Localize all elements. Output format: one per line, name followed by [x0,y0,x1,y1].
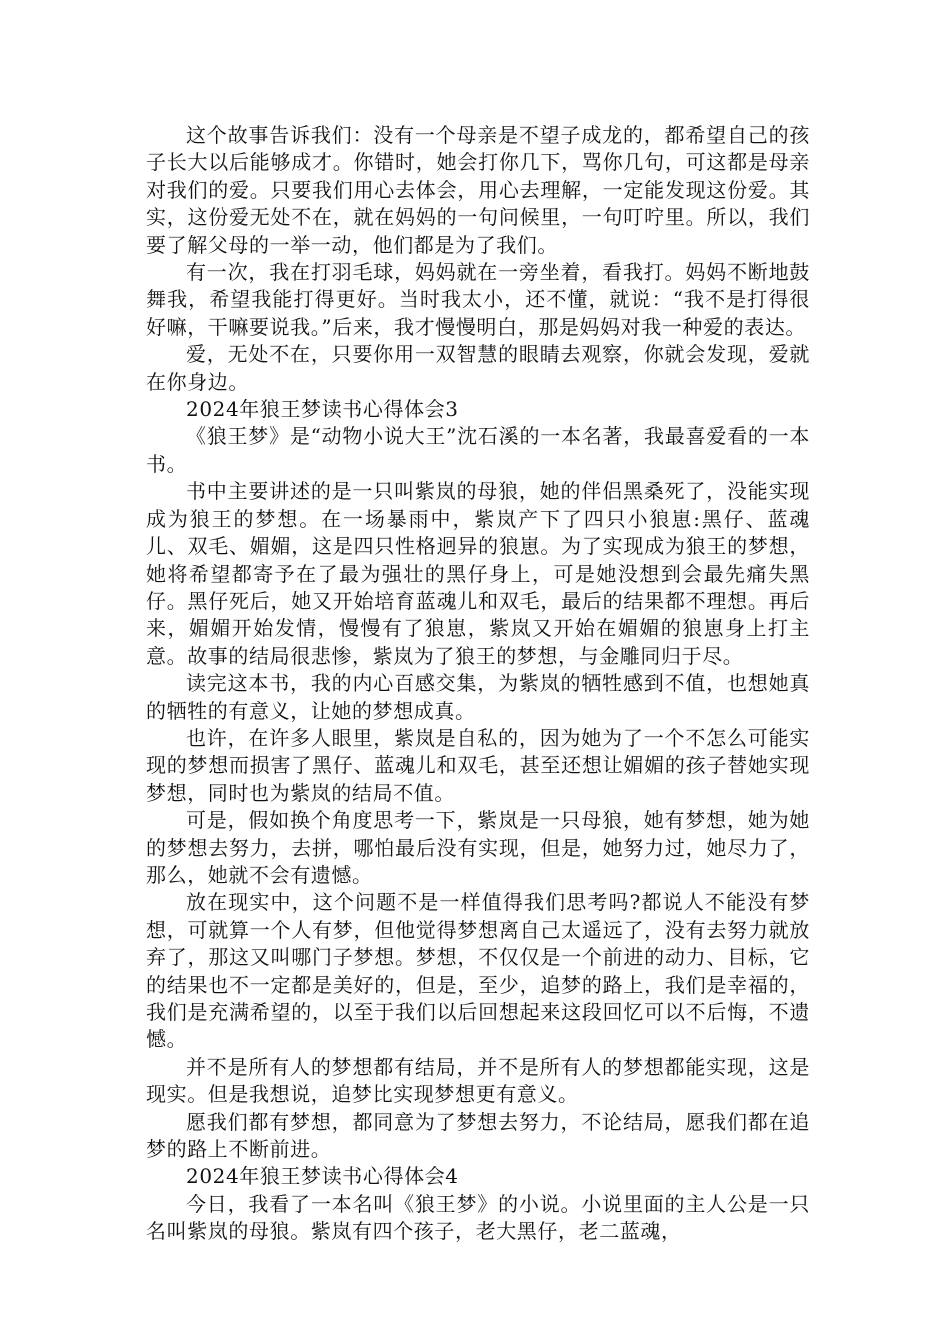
paragraph-essay4-intro: 今日，我看了一本名叫《狼王梦》的小说。小说里面的主人公是一只名叫紫岚的母狼。紫岚有四个孩子，老大黑仔，老二蓝魂， [146,1191,810,1244]
paragraph-badminton-story: 有一次，我在打羽毛球，妈妈就在一旁坐着，看我打。妈妈不断地鼓舞我，希望我能打得更好。当时我太小，还不懂，就说：“我不是打得很好嘛，干嘛要说我。”后来，我才慢慢明白，那是妈妈对我一种爱的表达。 [146,260,810,339]
paragraph-love-everywhere: 爱，无处不在，只要你用一双智慧的眼睛去观察，你就会发现，爱就在你身边。 [146,342,810,394]
document-body [146,122,810,1246]
paragraph-reaction: 读完这本书，我的内心百感交集，为紫岚的牺牲感到不值，也想她真的牺牲的有意义，让她的梦想成真。 [146,671,810,723]
paragraph-selfish-view: 也许，在许多人眼里，紫岚是自私的，因为她为了一个不怎么可能实现的梦想而损害了黑仔、蓝魂儿和双毛，甚至还想让媚媚的孩子替她实现梦想，同时也为紫岚的结局不值。 [146,725,810,805]
section-heading-3: 2024年狼王梦读书心得体会3 [186,397,459,422]
paragraph-closing-wish: 愿我们都有梦想，都同意为了梦想去努力，不论结局，愿我们都在追梦的路上不断前进。 [146,1109,810,1162]
section-heading-4: 2024年狼王梦读书心得体会4 [186,1164,459,1189]
paragraph-chasing-dreams: 并不是所有人的梦想都有结局，并不是所有人的梦想都能实现，这是现实。但是我想说，追梦比实现梦想更有意义。 [146,1054,810,1107]
paragraph-other-angle: 可是，假如换个角度思考一下，紫岚是一只母狼，她有梦想，她为她的梦想去努力，去拼，哪怕最后没有实现，但是，她努力过，她尽力了，那么，她就不会有遗憾。 [146,808,810,887]
paragraph-book-intro: 《狼王梦》是“动物小说大王”沈石溪的一本名著，我最喜爱看的一本书。 [146,424,810,476]
paragraph-dreams-reality: 放在现实中，这个问题不是一样值得我们思考吗?都说人不能没有梦想，可就算一个人有梦，但他觉得梦想离自己太遥远了，没有去努力就放弃了，那这又叫哪门子梦想。梦想，不仅仅是一个前进的动力、目标，它的结果也不一定都是美好的，但是，至少，追梦的路上，我们是幸福的，我们是充满希望的，以至于我们以后回想起来这段回忆可以不后悔，不遗憾。 [146,890,810,1052]
paragraph-mothers-love-lesson: 这个故事告诉我们：没有一个母亲是不望子成龙的，都希望自己的孩子长大以后能够成才。你错时，她会打你几下，骂你几句，可这都是母亲对我们的爱。只要我们用心去体会，用心去理解，一定能发现这份爱。其实，这份爱无处不在，就在妈妈的一句问候里，一句叮咛里。所以，我们要了解父母的一举一动，他们都是为了我们。 [146,123,810,257]
paragraph-plot-summary: 书中主要讲述的是一只叫紫岚的母狼，她的伴侣黑桑死了，没能实现成为狼王的梦想。在一场暴雨中，紫岚产下了四只小狼崽:黑仔、蓝魂儿、双毛、媚媚，这是四只性格迥异的狼崽。为了实现成为狼王的梦想，她将希望都寄予在了最为强壮的黑仔身上，可是她没想到会最先痛失黑仔。黑仔死后，她又开始培育蓝魂儿和双毛，最后的结果都不理想。再后来，媚媚开始发情，慢慢有了狼崽，紫岚又开始在媚媚的狼崽身上打主意。故事的结局很悲惨，紫岚为了狼王的梦想，与金雕同归于尽。 [146,479,810,668]
